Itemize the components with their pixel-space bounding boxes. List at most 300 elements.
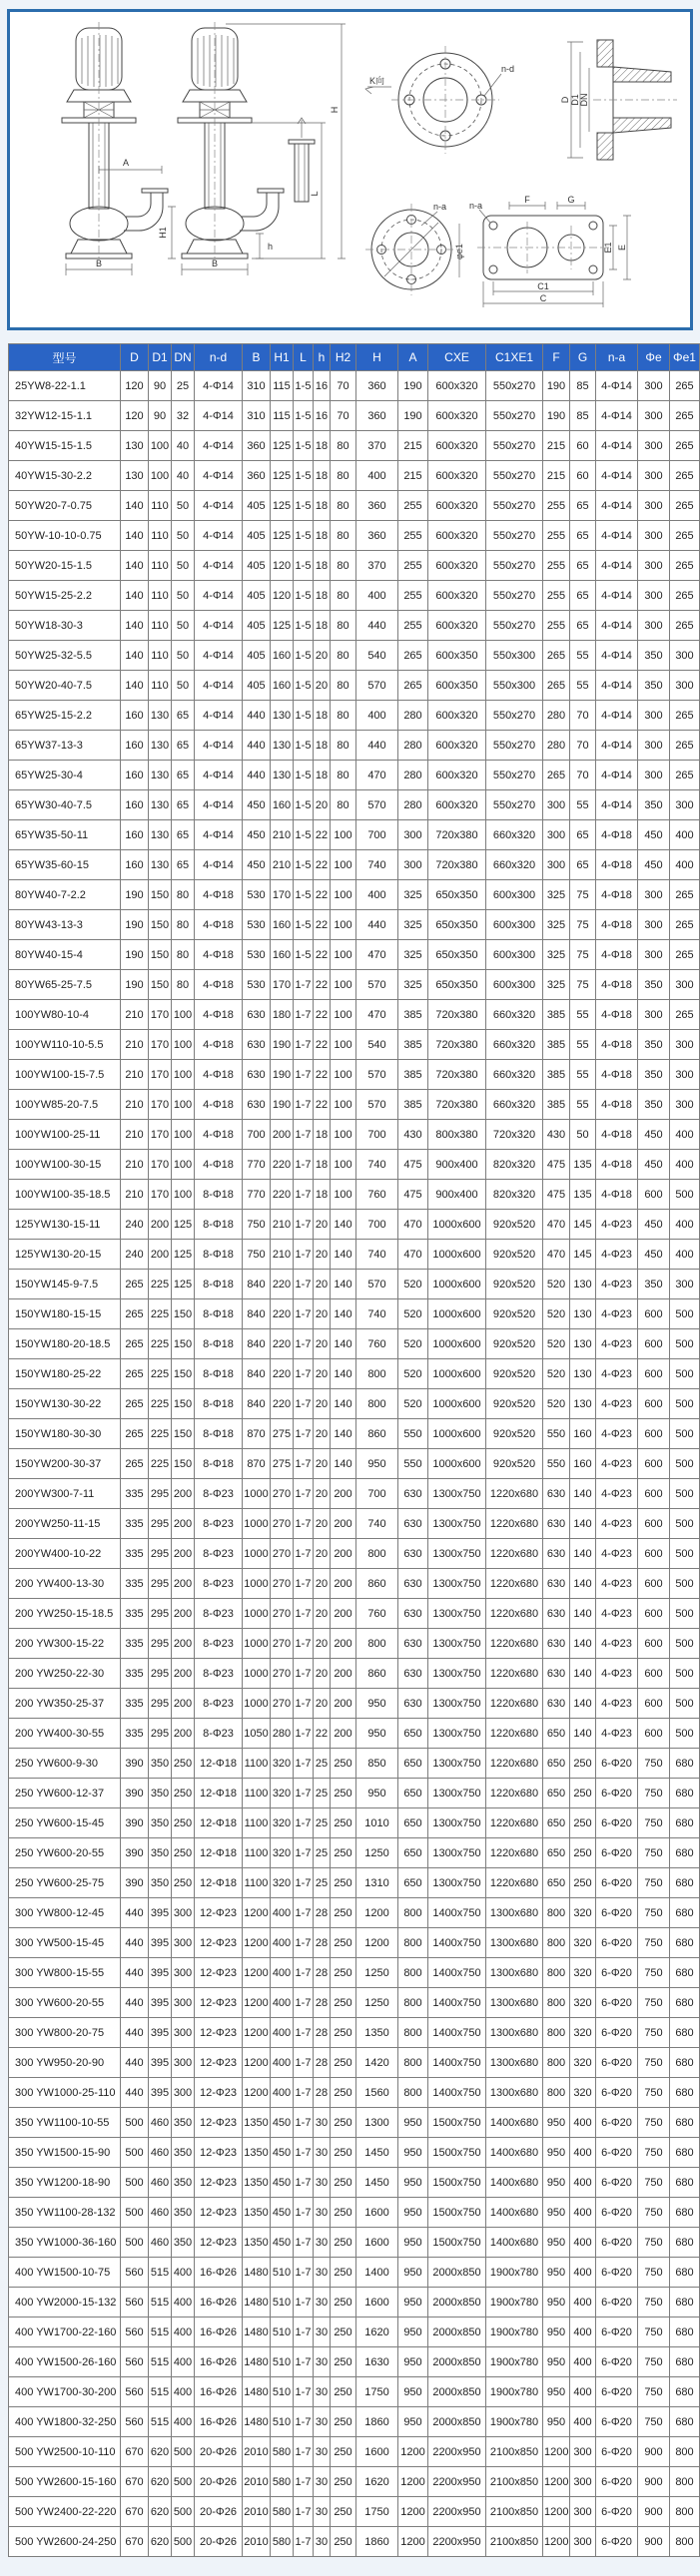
spec-cell: 1500x750	[428, 2108, 486, 2138]
spec-cell: 570	[356, 790, 398, 820]
spec-cell: 600x320	[428, 581, 486, 611]
table-row	[9, 2018, 700, 2048]
spec-cell: 500	[172, 2497, 195, 2527]
spec-cell: 300	[172, 1928, 195, 1958]
spec-cell: 4-Φ14	[596, 671, 638, 701]
spec-cell: 295	[149, 1689, 172, 1719]
spec-cell: 215	[543, 431, 570, 461]
spec-cell: 250	[331, 1988, 356, 2018]
model-cell: 50YW25-32-5.5	[9, 641, 121, 671]
spec-cell: 670	[121, 2467, 149, 2497]
spec-cell: 900x400	[428, 1150, 486, 1180]
spec-cell: 900	[638, 2437, 670, 2467]
spec-cell: 620	[149, 2437, 172, 2467]
spec-cell: 30	[314, 2497, 331, 2527]
spec-cell: 125	[271, 521, 294, 551]
spec-cell: 210	[121, 1150, 149, 1180]
spec-cell: 440	[121, 1898, 149, 1928]
spec-cell: 1-7	[294, 2018, 314, 2048]
spec-cell: 250	[570, 1779, 596, 1808]
spec-cell: 450	[638, 1240, 670, 1270]
spec-cell: 1-7	[294, 1000, 314, 1030]
table-row	[9, 1060, 700, 1090]
spec-cell: 250	[172, 1779, 195, 1808]
spec-cell: 740	[356, 850, 398, 880]
spec-cell: 200	[172, 1659, 195, 1689]
table-row	[9, 581, 700, 611]
model-cell: 350 YW1000-36-160	[9, 2228, 121, 2258]
spec-cell: 1400x750	[428, 2078, 486, 2108]
spec-cell: 30	[314, 2108, 331, 2138]
spec-cell: 110	[149, 491, 172, 521]
spec-cell: 255	[543, 491, 570, 521]
spec-cell: 200	[331, 1719, 356, 1749]
spec-cell: 4-Φ23	[596, 1539, 638, 1569]
spec-cell: 250	[331, 1838, 356, 1868]
spec-cell: 1200	[243, 1988, 271, 2018]
spec-cell: 100	[149, 461, 172, 491]
spec-cell: 680	[670, 1808, 700, 1838]
spec-cell: 12-Φ23	[195, 1988, 243, 2018]
spec-cell: 400	[271, 1988, 294, 2018]
column-header: D1	[149, 344, 172, 371]
spec-cell: 200	[331, 1509, 356, 1539]
spec-cell: 20	[314, 1449, 331, 1479]
spec-cell: 600	[638, 1389, 670, 1419]
spec-cell: 160	[121, 790, 149, 820]
table-row	[9, 1389, 700, 1419]
spec-cell: 500	[670, 1389, 700, 1419]
spec-cell: 600x320	[428, 401, 486, 431]
spec-cell: 500	[172, 2467, 195, 2497]
spec-cell: 900x400	[428, 1180, 486, 1210]
spec-cell: 320	[570, 1988, 596, 2018]
spec-cell: 190	[543, 401, 570, 431]
spec-cell: 1-5	[294, 431, 314, 461]
spec-cell: 300	[398, 850, 428, 880]
spec-cell: 295	[149, 1599, 172, 1629]
spec-cell: 350	[149, 1838, 172, 1868]
spec-cell: 335	[121, 1479, 149, 1509]
spec-cell: 130	[570, 1389, 596, 1419]
spec-cell: 4-Φ23	[596, 1240, 638, 1270]
spec-cell: 700	[243, 1120, 271, 1150]
spec-cell: 620	[149, 2497, 172, 2527]
spec-cell: 8-Φ18	[195, 1299, 243, 1329]
table-row	[9, 2288, 700, 2318]
spec-cell: 360	[356, 491, 398, 521]
spec-cell: 800	[543, 1928, 570, 1958]
spec-cell: 600	[638, 1629, 670, 1659]
spec-cell: 130	[149, 701, 172, 731]
column-header: D	[121, 344, 149, 371]
spec-cell: 515	[149, 2347, 172, 2377]
spec-cell: 255	[398, 521, 428, 551]
spec-cell: 650	[398, 1719, 428, 1749]
spec-cell: 600x320	[428, 551, 486, 581]
spec-cell: 6-Φ20	[596, 2138, 638, 2168]
spec-cell: 140	[331, 1299, 356, 1329]
model-cell: 100YW80-10-4	[9, 1000, 121, 1030]
spec-cell: 1-5	[294, 551, 314, 581]
spec-cell: 1-5	[294, 461, 314, 491]
spec-cell: 400	[172, 2377, 195, 2407]
spec-cell: 630	[543, 1479, 570, 1509]
spec-cell: 8-Φ18	[195, 1389, 243, 1419]
spec-cell: 65	[172, 850, 195, 880]
spec-cell: 460	[149, 2108, 172, 2138]
spec-cell: 4-Φ23	[596, 1479, 638, 1509]
spec-cell: 1-7	[294, 1120, 314, 1150]
spec-cell: 350	[172, 2138, 195, 2168]
spec-cell: 650x350	[428, 970, 486, 1000]
spec-cell: 4-Φ14	[596, 581, 638, 611]
model-cell: 500 YW2400-22-220	[9, 2497, 121, 2527]
spec-cell: 1-5	[294, 491, 314, 521]
model-cell: 65YW35-60-15	[9, 850, 121, 880]
model-cell: 32YW12-15-1.1	[9, 401, 121, 431]
spec-cell: 325	[543, 880, 570, 910]
spec-cell: 800	[543, 1898, 570, 1928]
spec-cell: 1-7	[294, 2527, 314, 2557]
spec-cell: 1450	[356, 2168, 398, 2198]
spec-cell: 300	[638, 581, 670, 611]
spec-cell: 4-Φ18	[596, 1150, 638, 1180]
spec-cell: 6-Φ20	[596, 1868, 638, 1898]
table-row	[9, 401, 700, 431]
spec-cell: 12-Φ23	[195, 1928, 243, 1958]
spec-cell: 580	[271, 2527, 294, 2557]
spec-cell: 510	[271, 2347, 294, 2377]
spec-cell: 390	[121, 1808, 149, 1838]
spec-cell: 300	[172, 2048, 195, 2078]
spec-cell: 560	[121, 2377, 149, 2407]
spec-cell: 250	[331, 2497, 356, 2527]
spec-cell: 1480	[243, 2407, 271, 2437]
table-row	[9, 1150, 700, 1180]
model-cell: 400 YW1500-10-75	[9, 2258, 121, 2288]
spec-cell: 65	[570, 581, 596, 611]
spec-cell: 800	[356, 1539, 398, 1569]
discharge-stub	[289, 118, 315, 202]
spec-cell: 250	[331, 1898, 356, 1928]
spec-cell: 1000	[243, 1479, 271, 1509]
spec-cell: 570	[356, 970, 398, 1000]
table-body	[9, 371, 700, 2557]
spec-cell: 190	[121, 970, 149, 1000]
spec-cell: 25	[314, 1838, 331, 1868]
spec-cell: 250	[331, 2228, 356, 2258]
spec-cell: 470	[543, 1210, 570, 1240]
spec-cell: 18	[314, 1150, 331, 1180]
spec-cell: 335	[121, 1689, 149, 1719]
spec-cell: 170	[149, 1030, 172, 1060]
spec-cell: 16-Φ26	[195, 2407, 243, 2437]
spec-cell: 510	[271, 2407, 294, 2437]
spec-cell: 750	[638, 2078, 670, 2108]
spec-cell: 750	[243, 1210, 271, 1240]
model-cell: 250 YW600-25-75	[9, 1868, 121, 1898]
spec-cell: 750	[638, 1868, 670, 1898]
column-header: H	[356, 344, 398, 371]
spec-cell: 600	[638, 1479, 670, 1509]
dim-label-dn: DN	[579, 93, 589, 107]
spec-cell: 740	[356, 1509, 398, 1539]
spec-cell: 255	[398, 581, 428, 611]
spec-cell: 650	[398, 1749, 428, 1779]
spec-cell: 255	[398, 491, 428, 521]
spec-cell: 450	[243, 790, 271, 820]
spec-cell: 600	[638, 1689, 670, 1719]
spec-cell: 160	[121, 820, 149, 850]
spec-cell: 1100	[243, 1808, 271, 1838]
column-header: H2	[331, 344, 356, 371]
spec-cell: 12-Φ23	[195, 2138, 243, 2168]
spec-cell: 1500x750	[428, 2138, 486, 2168]
spec-cell: 40	[172, 431, 195, 461]
spec-cell: 580	[271, 2497, 294, 2527]
spec-cell: 300	[670, 641, 700, 671]
spec-cell: 950	[356, 1719, 398, 1749]
spec-cell: 4-Φ18	[596, 1120, 638, 1150]
spec-cell: 405	[243, 671, 271, 701]
spec-cell: 300	[670, 790, 700, 820]
spec-cell: 280	[398, 790, 428, 820]
spec-cell: 22	[314, 880, 331, 910]
spec-cell: 800	[398, 1898, 428, 1928]
spec-cell: 270	[271, 1689, 294, 1719]
spec-cell: 1-5	[294, 401, 314, 431]
spec-cell: 1420	[356, 2048, 398, 2078]
spec-cell: 20	[314, 1240, 331, 1270]
spec-cell: 30	[314, 2527, 331, 2557]
spec-cell: 450	[638, 1150, 670, 1180]
spec-cell: 720x380	[428, 1030, 486, 1060]
spec-cell: 18	[314, 491, 331, 521]
table-row	[9, 551, 700, 581]
spec-cell: 680	[670, 2288, 700, 2318]
spec-cell: 550x270	[486, 790, 543, 820]
spec-cell: 255	[543, 551, 570, 581]
spec-cell: 4-Φ23	[596, 1689, 638, 1719]
model-cell: 125YW130-15-11	[9, 1210, 121, 1240]
spec-cell: 28	[314, 1988, 331, 2018]
spec-cell: 1-7	[294, 2138, 314, 2168]
model-cell: 50YW20-40-7.5	[9, 671, 121, 701]
spec-cell: 20	[314, 1359, 331, 1389]
spec-cell: 4-Φ18	[195, 1030, 243, 1060]
table-row	[9, 1030, 700, 1060]
spec-cell: 1300x680	[486, 2018, 543, 2048]
spec-cell: 1100	[243, 1868, 271, 1898]
spec-cell: 1-7	[294, 1749, 314, 1779]
spec-cell: 190	[121, 940, 149, 970]
model-cell: 40YW15-15-1.5	[9, 431, 121, 461]
spec-cell: 18	[314, 731, 331, 761]
table-row	[9, 1689, 700, 1719]
table-row	[9, 611, 700, 641]
spec-cell: 1300x750	[428, 1479, 486, 1509]
spec-cell: 22	[314, 940, 331, 970]
spec-cell: 520	[543, 1329, 570, 1359]
spec-cell: 1000x600	[428, 1329, 486, 1359]
spec-cell: 550	[543, 1419, 570, 1449]
spec-cell: 280	[271, 1719, 294, 1749]
spec-cell: 2000x850	[428, 2258, 486, 2288]
spec-cell: 1620	[356, 2467, 398, 2497]
spec-cell: 300	[638, 880, 670, 910]
spec-cell: 670	[121, 2527, 149, 2557]
spec-cell: 450	[638, 1210, 670, 1240]
spec-cell: 1000	[243, 1599, 271, 1629]
spec-cell: 200	[172, 1719, 195, 1749]
spec-cell: 265	[121, 1270, 149, 1299]
dim-label-b-right: B	[211, 258, 219, 268]
spec-cell: 1220x680	[486, 1629, 543, 1659]
spec-cell: 630	[243, 1000, 271, 1030]
spec-cell: 950	[543, 2198, 570, 2228]
spec-cell: 1-7	[294, 1599, 314, 1629]
spec-cell: 540	[356, 1030, 398, 1060]
spec-cell: 100	[331, 1000, 356, 1030]
spec-cell: 395	[149, 1928, 172, 1958]
spec-cell: 1200	[543, 2437, 570, 2467]
spec-cell: 385	[398, 1060, 428, 1090]
spec-cell: 390	[121, 1868, 149, 1898]
spec-cell: 750	[638, 2347, 670, 2377]
spec-cell: 550	[398, 1449, 428, 1479]
spec-cell: 400	[570, 2108, 596, 2138]
spec-cell: 300	[670, 1030, 700, 1060]
spec-cell: 160	[121, 761, 149, 790]
spec-cell: 210	[271, 1240, 294, 1270]
spec-cell: 125	[271, 431, 294, 461]
spec-cell: 800	[543, 2048, 570, 2078]
spec-cell: 255	[543, 611, 570, 641]
table-row	[9, 491, 700, 521]
spec-cell: 250	[331, 2018, 356, 2048]
spec-cell: 4-Φ14	[596, 701, 638, 731]
spec-cell: 650	[543, 1868, 570, 1898]
spec-cell: 140	[570, 1629, 596, 1659]
spec-cell: 30	[314, 2168, 331, 2198]
spec-cell: 500	[670, 1719, 700, 1749]
spec-cell: 800	[398, 1988, 428, 2018]
spec-cell: 130	[570, 1359, 596, 1389]
column-header: n-d	[195, 344, 243, 371]
model-cell: 50YW18-30-3	[9, 611, 121, 641]
spec-cell: 4-Φ14	[195, 401, 243, 431]
spec-cell: 800	[543, 2018, 570, 2048]
spec-cell: 500	[670, 1449, 700, 1479]
model-cell: 200 YW350-25-37	[9, 1689, 121, 1719]
spec-cell: 250	[331, 2437, 356, 2467]
spec-cell: 680	[670, 2018, 700, 2048]
spec-cell: 20	[314, 1659, 331, 1689]
spec-cell: 1200	[543, 2527, 570, 2557]
spec-cell: 6-Φ20	[596, 2258, 638, 2288]
spec-cell: 25	[314, 1779, 331, 1808]
table-row	[9, 910, 700, 940]
spec-cell: 130	[271, 701, 294, 731]
spec-cell: 20	[314, 1689, 331, 1719]
base-plate-view	[469, 195, 631, 307]
spec-cell: 670	[121, 2437, 149, 2467]
spec-cell: 30	[314, 2138, 331, 2168]
spec-cell: 125	[172, 1270, 195, 1299]
spec-cell: 515	[149, 2288, 172, 2318]
spec-cell: 140	[121, 611, 149, 641]
spec-cell: 110	[149, 581, 172, 611]
model-cell: 250 YW600-12-37	[9, 1779, 121, 1808]
spec-cell: 20	[314, 1389, 331, 1419]
spec-cell: 500	[670, 1539, 700, 1569]
spec-cell: 550	[543, 1449, 570, 1479]
spec-cell: 400	[570, 2258, 596, 2288]
spec-cell: 1-7	[294, 2377, 314, 2407]
spec-cell: 550x270	[486, 491, 543, 521]
spec-cell: 145	[570, 1210, 596, 1240]
spec-cell: 1100	[243, 1838, 271, 1868]
spec-cell: 850	[356, 1749, 398, 1779]
spec-cell: 4-Φ23	[596, 1509, 638, 1539]
spec-cell: 8-Φ18	[195, 1419, 243, 1449]
spec-cell: 210	[121, 1090, 149, 1120]
spec-cell: 20	[314, 1299, 331, 1329]
spec-cell: 395	[149, 2018, 172, 2048]
spec-cell: 450	[243, 850, 271, 880]
spec-cell: 1-7	[294, 1898, 314, 1928]
spec-cell: 200	[172, 1599, 195, 1629]
spec-cell: 515	[149, 2318, 172, 2347]
spec-cell: 140	[331, 1389, 356, 1419]
spec-cell: 700	[356, 820, 398, 850]
spec-cell: 1-5	[294, 611, 314, 641]
spec-cell: 500	[670, 1419, 700, 1449]
spec-cell: 515	[149, 2258, 172, 2288]
spec-cell: 295	[149, 1719, 172, 1749]
spec-cell: 700	[356, 1210, 398, 1240]
spec-cell: 500	[121, 2228, 149, 2258]
spec-cell: 140	[121, 671, 149, 701]
dim-label-hh: H	[330, 106, 340, 114]
dim-label-h: h	[268, 242, 274, 252]
spec-cell: 4-Φ18	[596, 820, 638, 850]
spec-cell: 20	[314, 1599, 331, 1629]
spec-cell: 440	[121, 2018, 149, 2048]
table-row	[9, 1958, 700, 1988]
spec-cell: 16-Φ26	[195, 2258, 243, 2288]
spec-cell: 405	[243, 611, 271, 641]
spec-cell: 4-Φ14	[596, 401, 638, 431]
spec-cell: 130	[121, 461, 149, 491]
spec-cell: 550x270	[486, 461, 543, 491]
spec-cell: 140	[121, 641, 149, 671]
spec-cell: 100	[331, 1180, 356, 1210]
spec-cell: 320	[271, 1749, 294, 1779]
spec-cell: 140	[570, 1479, 596, 1509]
spec-cell: 1-7	[294, 2288, 314, 2318]
spec-cell: 1-5	[294, 940, 314, 970]
spec-cell: 475	[543, 1150, 570, 1180]
spec-cell: 400	[271, 1898, 294, 1928]
spec-cell: 300	[570, 2437, 596, 2467]
spec-cell: 150	[172, 1449, 195, 1479]
spec-cell: 80	[331, 731, 356, 761]
spec-cell: 405	[243, 521, 271, 551]
spec-cell: 225	[149, 1449, 172, 1479]
spec-cell: 1-7	[294, 1060, 314, 1090]
